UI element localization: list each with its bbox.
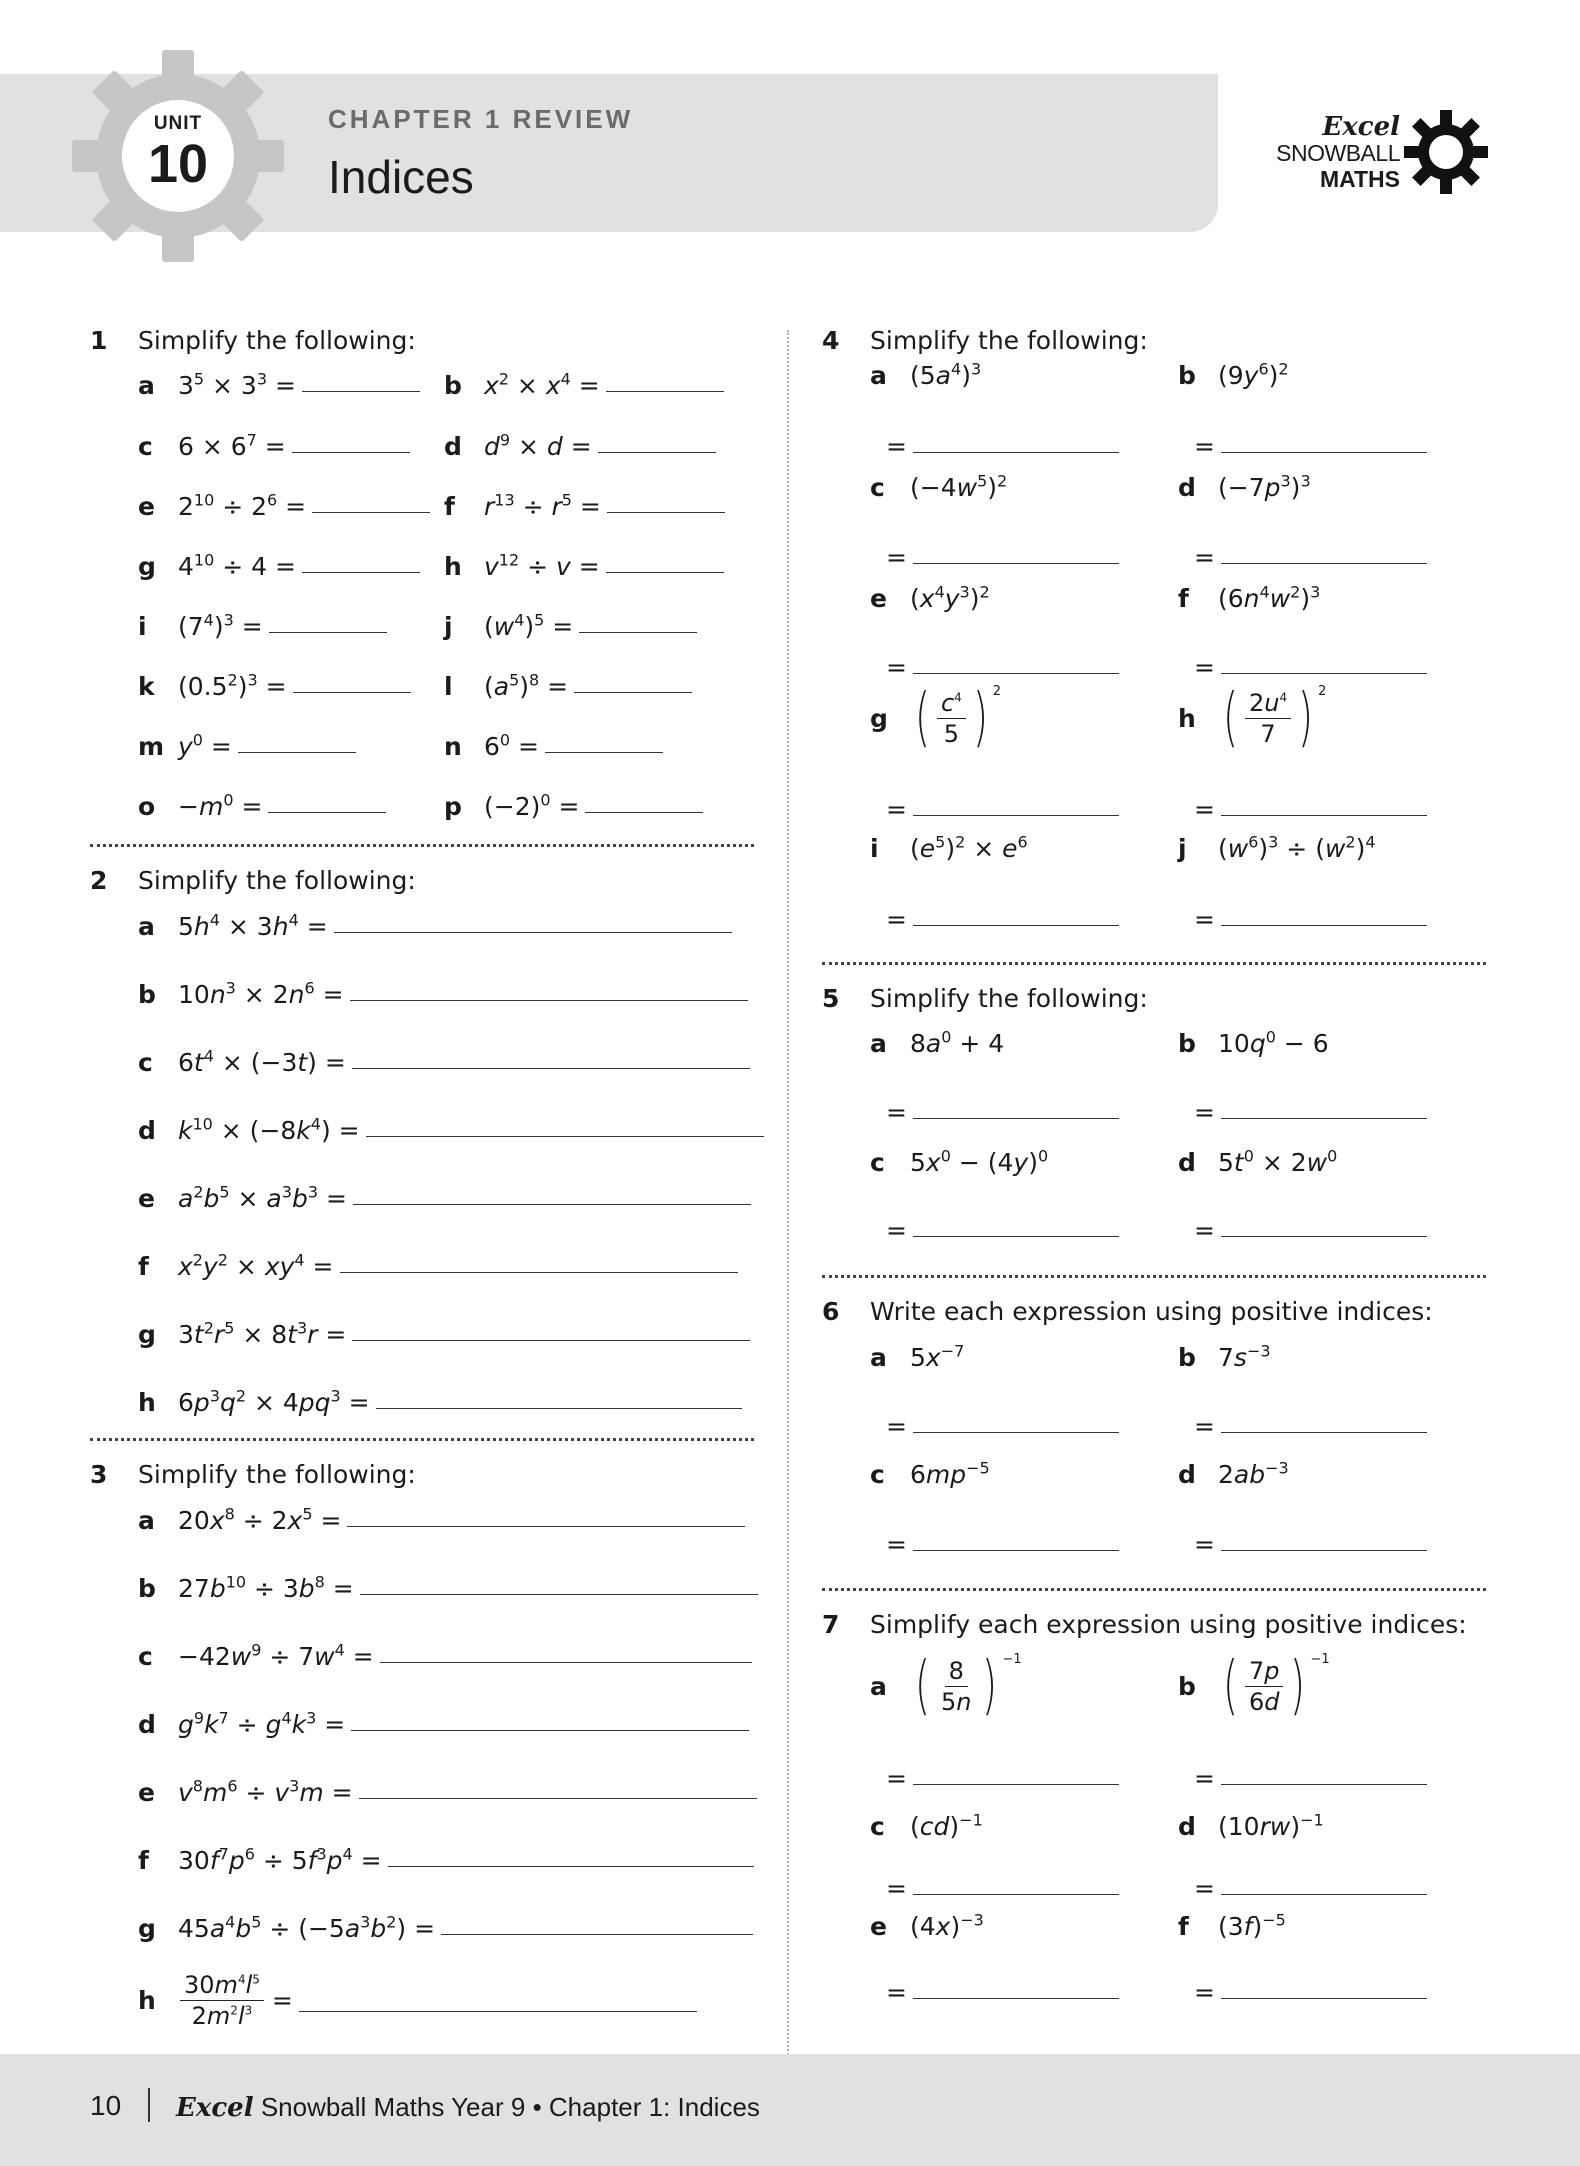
unit-label: UNIT	[153, 113, 203, 134]
q3-item-a: a $20x^8 \div 2x^5$ =	[138, 1506, 745, 1535]
answer-blank[interactable]	[1221, 1783, 1427, 1785]
q4-answer-b: =	[1194, 432, 1427, 461]
question-instruction: Simplify the following:	[138, 1460, 416, 1489]
q5-answer-b: =	[1194, 1098, 1427, 1127]
q6-item-c: c $6mp^{-5}$	[870, 1458, 990, 1489]
question-number: 3	[90, 1460, 108, 1489]
q1-item-m: m $y^0$ =	[138, 732, 356, 761]
q6-answer-a: =	[886, 1412, 1119, 1441]
q5-item-b: b $10q^0 - 6$	[1178, 1027, 1329, 1058]
brand-excel: Excel	[1322, 112, 1400, 142]
answer-blank[interactable]	[334, 931, 732, 933]
q1-item-p: p $(-2)^0$ =	[444, 792, 703, 821]
answer-blank[interactable]	[360, 1593, 758, 1595]
q2-item-f: f $x^2y^2 \times xy^4$ =	[138, 1252, 738, 1281]
brand-gear-icon	[1404, 110, 1488, 194]
answer-blank[interactable]	[353, 1203, 751, 1205]
section-separator	[90, 844, 754, 847]
answer-blank[interactable]	[238, 751, 356, 753]
q7-answer-b: =	[1194, 1764, 1427, 1793]
q6-answer-d: =	[1194, 1530, 1427, 1559]
q4-answer-e: =	[886, 653, 1119, 682]
section-separator	[90, 1438, 754, 1441]
q4-item-c: c $(-4w^5)^2$	[870, 471, 1008, 502]
question-instruction: Simplify the following:	[138, 866, 416, 895]
q4-answer-d: =	[1194, 543, 1427, 572]
answer-blank[interactable]	[1221, 1117, 1427, 1119]
answer-blank[interactable]	[913, 451, 1119, 453]
column-divider	[787, 330, 789, 2058]
q4-item-j: j $(w^6)^3 \div (w^2)^4$	[1178, 832, 1376, 863]
q4-item-g: g ( $\frac{c^4}{5}$ ) 2	[870, 681, 1002, 755]
q7-answer-c: =	[886, 1874, 1119, 1903]
q5-item-d: d $5t^0 \times 2w^0$	[1178, 1146, 1338, 1177]
answer-blank[interactable]	[913, 1783, 1119, 1785]
q2-item-a: a $5h^4 \times 3h^4$ =	[138, 912, 732, 941]
q1-item-d: d $d^9 \times d$ =	[444, 432, 716, 461]
q2-item-h: h $6p^3q^2 \times 4pq^3$ =	[138, 1388, 742, 1417]
answer-blank[interactable]	[913, 562, 1119, 564]
q2-item-g: g $3t^2r^5 \times 8t^3r$ =	[138, 1320, 750, 1349]
answer-blank[interactable]	[913, 1431, 1119, 1433]
q5-item-c: c $5x^0 - (4y)^0$	[870, 1146, 1049, 1177]
question-instruction: Simplify each expression using positive indices:	[870, 1610, 1467, 1639]
q4-item-d: d $(-7p^3)^3$	[1178, 471, 1311, 502]
q3-item-b: b $27b^{10} \div 3b^8$ =	[138, 1574, 758, 1603]
q7-item-b: b ( $\frac{7p}{6d}$ ) −1	[1178, 1649, 1330, 1723]
answer-blank[interactable]	[1221, 1893, 1427, 1895]
answer-blank[interactable]	[1221, 1431, 1427, 1433]
q4-item-h: h ( $\frac{2u^4}{7}$ ) 2	[1178, 681, 1327, 755]
answer-blank[interactable]	[366, 1135, 764, 1137]
q1-item-h: h $v^{12} \div v$ =	[444, 552, 724, 581]
q7-answer-a: =	[886, 1764, 1119, 1793]
answer-blank[interactable]	[1221, 451, 1427, 453]
q4-answer-h: =	[1194, 795, 1427, 824]
q1-item-n: n $6^0$ =	[444, 732, 663, 761]
answer-blank[interactable]	[913, 672, 1119, 674]
answer-blank[interactable]	[913, 924, 1119, 926]
answer-blank[interactable]	[299, 2010, 697, 2012]
answer-blank[interactable]	[585, 811, 703, 813]
q3-item-e: e $v^8m^6 \div v^3m$ =	[138, 1778, 757, 1807]
question-number: 5	[822, 984, 840, 1013]
answer-blank[interactable]	[312, 511, 430, 513]
answer-blank[interactable]	[268, 811, 386, 813]
q1-item-a: a $3^5 \times 3^3$ =	[138, 371, 420, 400]
answer-blank[interactable]	[340, 1271, 738, 1273]
q1-item-g: g $4^{10} \div 4$ =	[138, 552, 420, 581]
q7-item-e: e $(4x)^{-3}$	[870, 1910, 984, 1941]
q7-item-f: f $(3f)^{-5}$	[1178, 1910, 1286, 1941]
question-number: 4	[822, 326, 840, 355]
footer-bullet: •	[532, 2092, 542, 2122]
answer-blank[interactable]	[913, 814, 1119, 816]
answer-blank[interactable]	[380, 1661, 752, 1663]
answer-blank[interactable]	[1221, 1997, 1427, 1999]
section-separator	[822, 1588, 1486, 1591]
answer-blank[interactable]	[293, 691, 411, 693]
footer-chapter: Chapter 1: Indices	[548, 2092, 760, 2122]
answer-blank[interactable]	[607, 511, 725, 513]
question-instruction: Simplify the following:	[870, 326, 1148, 355]
answer-blank[interactable]	[598, 451, 716, 453]
q2-item-b: b $10n^3 \times 2n^6$ =	[138, 980, 748, 1009]
page-number: 10	[90, 2090, 122, 2121]
footer-divider	[148, 2088, 150, 2122]
q1-item-k: k $(0.5^2)^3$ =	[138, 672, 411, 701]
q6-answer-c: =	[886, 1530, 1119, 1559]
answer-blank[interactable]	[545, 751, 663, 753]
brand-maths: MATHS	[1319, 166, 1400, 192]
q6-item-a: a $5x^{-7}$	[870, 1341, 965, 1372]
q4-item-f: f $(6n^4w^2)^3$	[1178, 582, 1321, 613]
section-separator	[822, 962, 1486, 965]
footer-title	[176, 2092, 760, 2123]
answer-blank[interactable]	[302, 390, 420, 392]
q4-item-i: i $(e^5)^2 \times e^6$	[870, 832, 1028, 863]
question-number: 7	[822, 1610, 840, 1639]
answer-blank[interactable]	[1221, 1549, 1427, 1551]
q4-answer-g: =	[886, 795, 1119, 824]
q4-answer-c: =	[886, 543, 1119, 572]
q5-answer-d: =	[1194, 1216, 1427, 1245]
q5-answer-a: =	[886, 1098, 1119, 1127]
unit-number: 10	[147, 134, 209, 194]
answer-blank[interactable]	[359, 1797, 757, 1799]
q7-item-d: d $(10rw)^{-1}$	[1178, 1810, 1324, 1841]
q1-item-j: j $(w^4)^5$ =	[444, 612, 697, 641]
answer-blank[interactable]	[292, 451, 410, 453]
q7-item-c: c (cd)$^{-1}$	[870, 1810, 983, 1841]
answer-blank[interactable]	[441, 1933, 753, 1935]
q6-answer-b: =	[1194, 1412, 1427, 1441]
footer-brand: Excel	[176, 2093, 254, 2123]
answer-blank[interactable]	[579, 631, 697, 633]
q2-item-d: d $k^{10} \times (-8k^4)$ =	[138, 1116, 764, 1145]
q3-item-c: c $-42w^9 \div 7w^4$ =	[138, 1642, 752, 1671]
answer-blank[interactable]	[606, 571, 724, 573]
q1-item-e: e $2^{10} \div 2^6$ =	[138, 492, 430, 521]
answer-blank[interactable]	[350, 999, 748, 1001]
answer-blank[interactable]	[352, 1067, 750, 1069]
answer-blank[interactable]	[1221, 924, 1427, 926]
answer-blank[interactable]	[913, 1117, 1119, 1119]
q1-item-i: i $(7^4)^3$ =	[138, 612, 387, 641]
q1-item-c: c $6 \times 6^7$ =	[138, 432, 410, 461]
q5-answer-c: =	[886, 1216, 1119, 1245]
question-number: 2	[90, 866, 108, 895]
q1-item-f: f $r^{13} \div r^5$ =	[444, 492, 725, 521]
answer-blank[interactable]	[913, 1997, 1119, 1999]
question-instruction: Write each expression using positive indices:	[870, 1297, 1433, 1326]
question-number: 6	[822, 1297, 840, 1326]
q6-item-b: b $7s^{-3}$	[1178, 1341, 1271, 1372]
answer-blank[interactable]	[913, 1549, 1119, 1551]
answer-blank[interactable]	[1221, 814, 1427, 816]
answer-blank[interactable]	[269, 631, 387, 633]
answer-blank[interactable]	[574, 691, 692, 693]
q5-item-a: a $8a^0 + 4$	[870, 1027, 1005, 1058]
q4-item-a: a $(5a^4)^3$	[870, 359, 982, 390]
q3-item-f: f $30f^7p^6 \div 5f^3p^4$ =	[138, 1846, 754, 1875]
answer-blank[interactable]	[351, 1729, 749, 1731]
question-instruction: Simplify the following:	[138, 326, 416, 355]
q1-item-l: l $(a^5)^8$ =	[444, 672, 692, 701]
q6-item-d: d $2ab^{-3}$	[1178, 1458, 1289, 1489]
q3-item-d: d $g^9k^7 \div g^4k^3$ =	[138, 1710, 749, 1739]
q1-item-b: b $x^2 \times x^4$ =	[444, 371, 724, 400]
answer-blank[interactable]	[302, 571, 420, 573]
q4-item-e: e $(x^4y^3)^2$	[870, 582, 990, 613]
answer-blank[interactable]	[376, 1407, 742, 1409]
answer-blank[interactable]	[388, 1865, 754, 1867]
page-title: Indices	[328, 151, 474, 203]
answer-blank[interactable]	[352, 1339, 750, 1341]
question-instruction: Simplify the following:	[870, 984, 1148, 1013]
q2-item-c: c $6t^4 \times (-3t)$ =	[138, 1048, 750, 1077]
q4-answer-a: =	[886, 432, 1119, 461]
answer-blank[interactable]	[606, 390, 724, 392]
answer-blank[interactable]	[913, 1235, 1119, 1237]
q3-item-g: g $45a^4b^5 \div (-5a^3b^2)$ =	[138, 1914, 753, 1943]
question-number: 1	[90, 326, 108, 355]
footer-book: Snowball Maths Year 9	[260, 2092, 526, 2122]
answer-blank[interactable]	[1221, 672, 1427, 674]
answer-blank[interactable]	[1221, 1235, 1427, 1237]
q7-item-a: a ( $\frac{8}{5n}$ ) −1	[870, 1649, 1022, 1723]
brand-snowball: SNOWBALL	[1276, 140, 1400, 166]
answer-blank[interactable]	[913, 1893, 1119, 1895]
q1-item-o: o $-m^0$ =	[138, 792, 386, 821]
answer-blank[interactable]	[347, 1525, 745, 1527]
q2-item-e: e $a^2b^5 \times a^3b^3$ =	[138, 1184, 751, 1213]
q7-answer-e: =	[886, 1978, 1119, 2007]
q4-answer-j: =	[1194, 905, 1427, 934]
chapter-label: CHAPTER 1 REVIEW	[328, 104, 634, 134]
q3-item-h: h $\frac{30m^4l^5}{2m^2l^3}$ =	[138, 1970, 697, 2031]
q7-answer-d: =	[1194, 1874, 1427, 1903]
q7-answer-f: =	[1194, 1978, 1427, 2007]
q4-item-b: b $(9y^6)^2$	[1178, 359, 1289, 390]
section-separator	[822, 1275, 1486, 1278]
answer-blank[interactable]	[1221, 562, 1427, 564]
q4-answer-i: =	[886, 905, 1119, 934]
q4-answer-f: =	[1194, 653, 1427, 682]
